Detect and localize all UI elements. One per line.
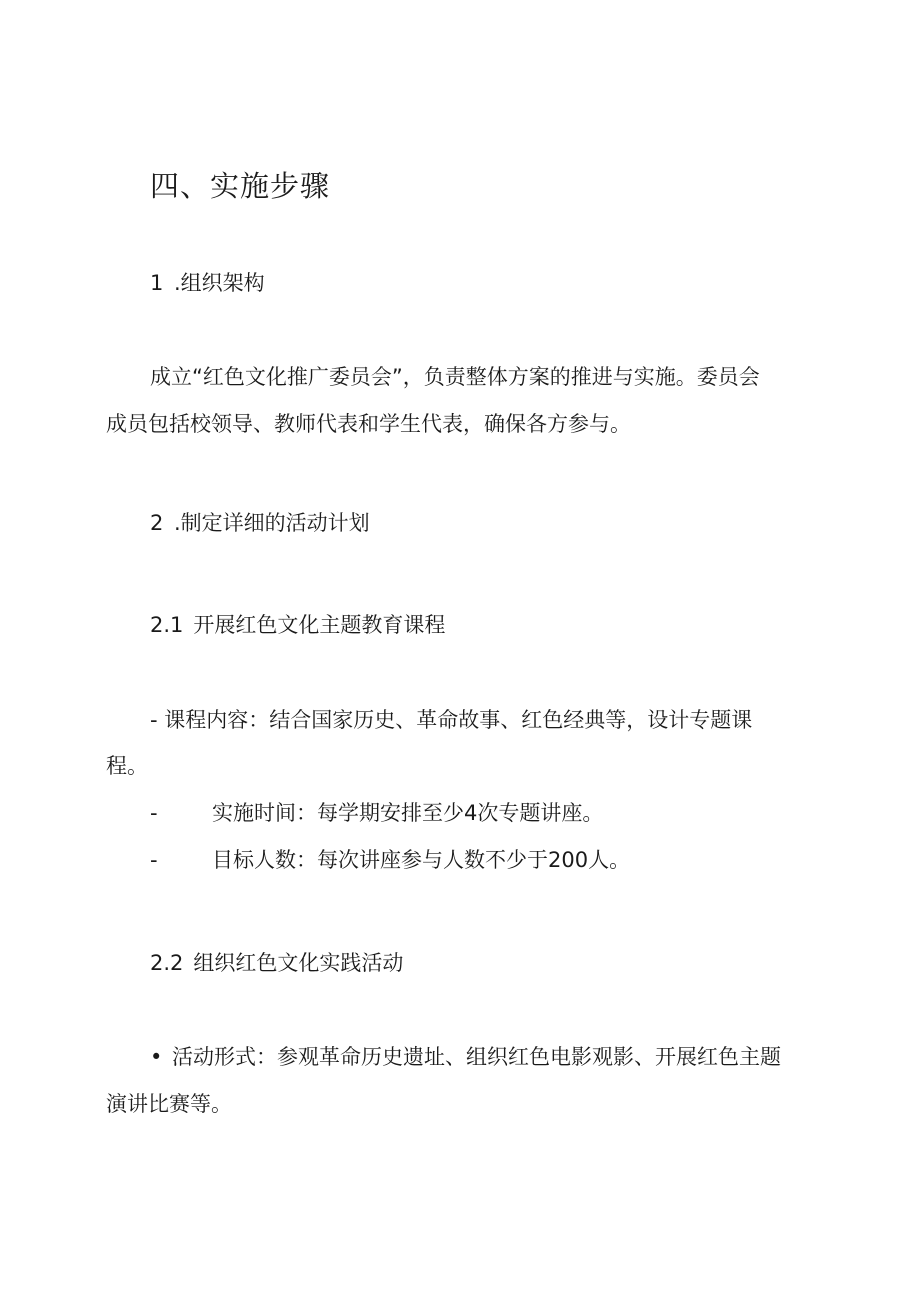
list-item-target-count [150, 845, 630, 875]
subsection-2-1-number: 2.1 [150, 613, 184, 637]
list-item-text: 实施时间：每学期安排至少4次专题讲座。 [212, 801, 604, 825]
section-heading: 四、实施步骤 [150, 169, 331, 203]
subsection-2-2-title: 组织红色文化实践活动 [193, 951, 404, 975]
step-1-title: .组织架构 [174, 271, 265, 295]
bullet-marker: • [150, 1045, 163, 1069]
subsection-2-1-title: 开展红色文化主题教育课程 [193, 613, 446, 637]
dash-marker: - [150, 708, 158, 732]
step-1-number: 1 [150, 271, 164, 295]
step-2-number: 2 [150, 511, 164, 535]
list-item-course-content-line-1 [150, 705, 752, 735]
list-item-text: 课程内容：结合国家历史、革命故事、红色经典等，设计专题课 [164, 708, 753, 732]
dash-marker: - [150, 801, 158, 825]
list-item-activity-form-line-2: 演讲比赛等。 [106, 1092, 232, 1116]
step-1-heading [150, 268, 265, 298]
list-item-activity-form-line-1 [150, 1042, 781, 1072]
subsection-2-2-number: 2.2 [150, 951, 184, 975]
step-2-heading [150, 508, 370, 538]
subsection-2-1-heading [150, 610, 445, 640]
step-2-title: .制定详细的活动计划 [174, 511, 370, 535]
list-item-schedule [150, 798, 603, 828]
step-1-paragraph-line-2: 成员包括校领导、教师代表和学生代表，确保各方参与。 [106, 412, 631, 436]
subsection-2-2-heading [150, 948, 403, 978]
step-1-paragraph-line-1: 成立“红色文化推广委员会”，负责整体方案的推进与实施。委员会 [150, 365, 760, 389]
list-item-course-content-line-2: 程。 [106, 754, 148, 778]
list-item-text: 目标人数：每次讲座参与人数不少于200人。 [212, 848, 631, 872]
dash-marker: - [150, 848, 158, 872]
list-item-text: 活动形式：参观革命历史遗址、组织红色电影观影、开展红色主题 [172, 1045, 781, 1069]
